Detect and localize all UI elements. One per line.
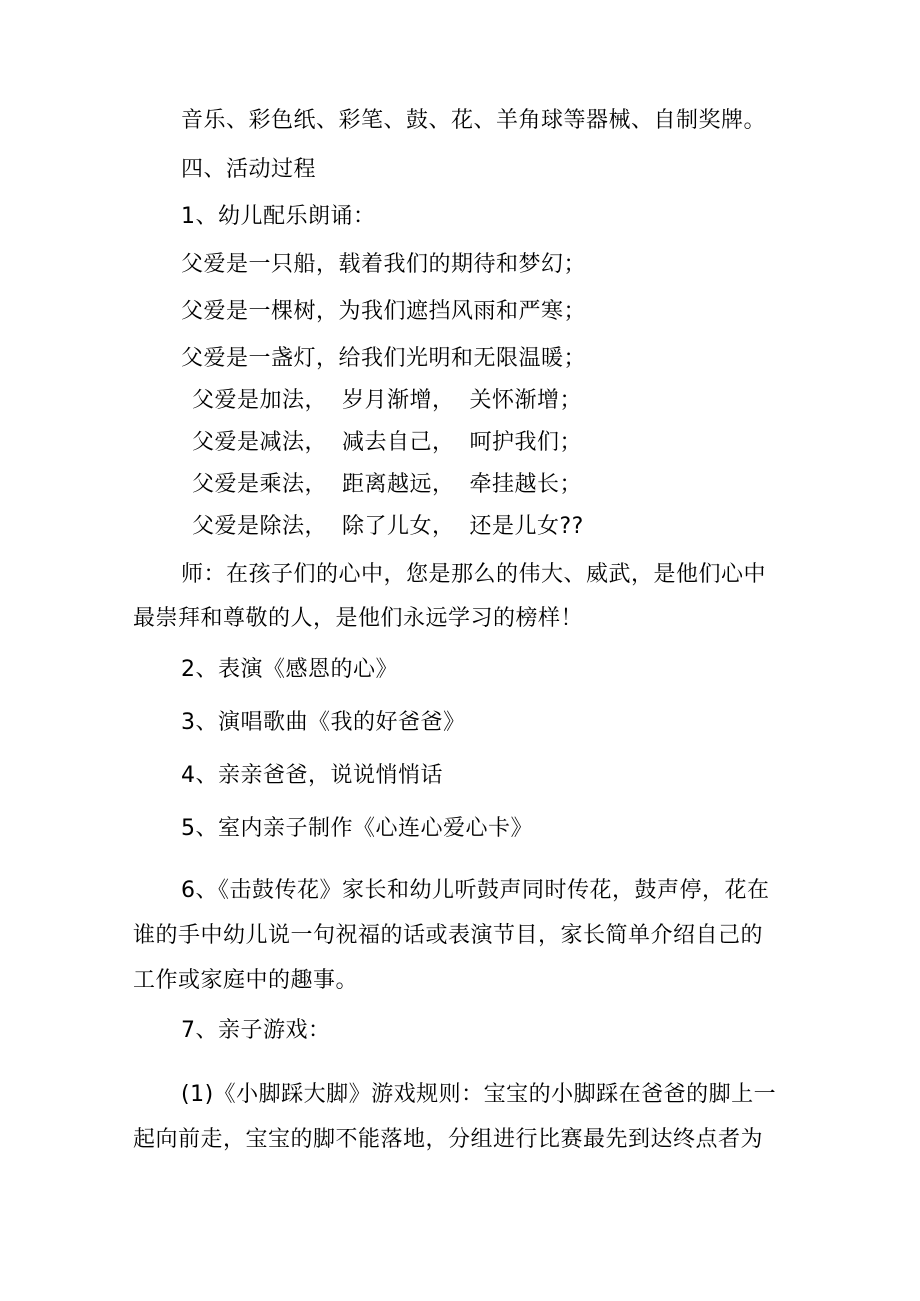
- item-6-line: 6、《击鼓传花》家长和幼儿听鼓声同时传花，鼓声停，花在: [181, 878, 770, 903]
- item-6-line: 工作或家庭中的趣事。: [133, 968, 359, 993]
- item-4: 4、亲亲爸爸，说说悄悄话: [181, 763, 443, 788]
- poem-line: 父爱是除法， 除了儿女， 还是儿女??: [192, 514, 584, 539]
- item-5: 5、室内亲子制作《心连心爱心卡》: [181, 816, 533, 841]
- teacher-remark-line: 师：在孩子们的心中，您是那么的伟大、威武，是他们心中: [181, 562, 767, 587]
- item-6-line: 谁的手中幼儿说一句祝福的话或表演节目，家长简单介绍自己的: [133, 923, 764, 948]
- item-3: 3、演唱歌曲《我的好爸爸》: [181, 710, 466, 735]
- game-rule-line: (1)《小脚踩大脚》游戏规则：宝宝的小脚踩在爸爸的脚上一: [181, 1082, 777, 1107]
- teacher-remark-line: 最崇拜和尊敬的人，是他们永远学习的榜样！: [133, 606, 584, 631]
- item-7-heading: 7、亲子游戏：: [181, 1018, 331, 1043]
- poem-line: 父爱是一棵树，为我们遮挡风雨和严寒；: [181, 299, 587, 324]
- item-1-heading: 1、幼儿配乐朗诵：: [181, 204, 376, 229]
- poem-line: 父爱是乘法， 距离越远， 牵挂越长；: [192, 472, 582, 497]
- materials-line: 音乐、彩色纸、彩笔、鼓、花、羊角球等器械、自制奖牌。: [181, 108, 767, 133]
- poem-line: 父爱是一盏灯，给我们光明和无限温暖；: [181, 346, 587, 371]
- section-heading-activity-process: 四、活动过程: [181, 157, 317, 182]
- item-2: 2、表演《感恩的心》: [181, 657, 398, 682]
- poem-line: 父爱是一只船，载着我们的期待和梦幻；: [181, 252, 587, 277]
- poem-line: 父爱是加法， 岁月渐增， 关怀渐增；: [192, 388, 582, 413]
- poem-line: 父爱是减法， 减去自己， 呵护我们；: [192, 430, 582, 455]
- game-rule-line: 起向前走，宝宝的脚不能落地，分组进行比赛最先到达终点者为: [133, 1127, 764, 1152]
